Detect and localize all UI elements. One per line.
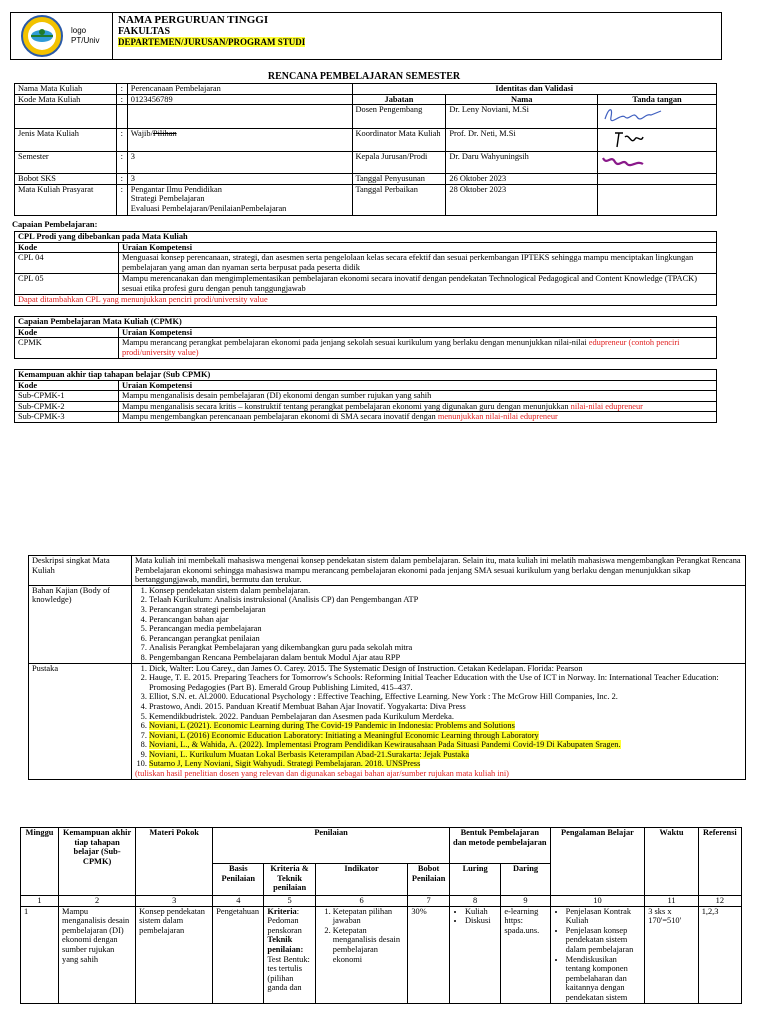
pustaka-item: 7. Noviani, L (2016) Economic Education Laboratory: Initiating a Meaningful Economic Learning through Laboratory bbox=[149, 731, 742, 741]
signature-2 bbox=[598, 128, 717, 152]
pustaka-item: 3. Elliot, S.N. et. Al.2000. Educational Psychology : Effective Teaching, Effective Learning. New York : The McGrow Hill Companies, Inc. 2. bbox=[149, 692, 742, 702]
column-number: 5 bbox=[264, 896, 315, 907]
bahan-kajian-list bbox=[132, 585, 746, 663]
col-jabatan: Jabatan bbox=[352, 94, 446, 105]
deskripsi-text: Mata kuliah ini membekali mahasiswa mengenai konsep pendekatan sistem dalam pembelajaran. Selain itu, mata kuliah ini melatih mahasiswa mengembangkan Perangkat Rencana Pembelajaran ekonomi sehingga mahasiswa mampu merancang pembelajaran ekonomi pada jenjang SMA sesuai kurikulum yang berlaku dengan menunjukkan sikap bertanggungjawab, mandiri, bermutu dan terukur. bbox=[132, 556, 746, 586]
column-number: 2 bbox=[59, 896, 136, 907]
pustaka-item: 4. Prastowo, Andi. 2015. Panduan Kreatif Membuat Bahan Ajar Inovatif. Yogyakarta: Diva Press bbox=[149, 702, 742, 712]
subcpmk-uraian: Mampu menganalisis desain pembelajaran (DI) ekonomi dengan sumber rujukan yang sahih bbox=[119, 391, 717, 402]
cell-basis: Pengetahuan bbox=[213, 906, 264, 1003]
signature-image bbox=[601, 105, 671, 125]
validation-jabatan: Tanggal Penyusunan bbox=[352, 173, 446, 184]
cpl-kode: CPL 05 bbox=[15, 274, 119, 295]
col-uraian: Uraian Kompetensi bbox=[119, 327, 717, 338]
list-item: • Penjelasan Kontrak Kuliah bbox=[566, 907, 642, 926]
pustaka-item: 6. Noviani, L (2021). Economic Learning during The Covid-19 Pandemic in Indonesia: Problems and Solutions bbox=[149, 721, 742, 731]
cell-minggu: 1 bbox=[21, 906, 59, 1003]
col-kemampuan: Kemampuan akhir tiap tahapan belajar (Sub-CPMK) bbox=[59, 828, 136, 896]
pustaka-item: 5. Kemendikbudristek. 2022. Panduan Pembelajaran dan Asesmen pada Kurikulum Merdeka. bbox=[149, 712, 742, 722]
cell-luring bbox=[449, 906, 500, 1003]
column-number-row bbox=[21, 896, 742, 907]
cpl-uraian: Mampu merencanakan dan mengimplementasikan pembelajaran ekonomi secara inovatif dengan pendekatan Technological Pedagogical and Content Knowledge (TPACK) sesuai etika profesi guru dengan penuh tanggungjawab bbox=[119, 274, 717, 295]
cell-bobot: 30% bbox=[408, 906, 450, 1003]
info-label: Bobot SKS bbox=[15, 173, 117, 184]
cpmk-kode: CPMK bbox=[15, 338, 119, 359]
institution-name: NAMA PERGURUAN TINGGI bbox=[118, 14, 269, 26]
list-item: 7. Analisis Perangkat Pembelajaran yang dikembangkan guru pada sekolah mitra bbox=[149, 643, 742, 653]
pustaka-item: 10. Sutarno J, Leny Noviani, Sigit Wahyudi. Strategi Pembelajaran. 2018. UNSPress bbox=[149, 759, 742, 769]
col-luring: Luring bbox=[449, 864, 500, 896]
course-detail-table bbox=[28, 555, 746, 780]
col-indikator: Indikator bbox=[315, 864, 408, 896]
logo-cell bbox=[11, 13, 113, 60]
capaian-label: Capaian Pembelajaran: bbox=[12, 220, 98, 229]
schedule-table bbox=[20, 827, 742, 1004]
col-uraian: Uraian Kompetensi bbox=[119, 242, 717, 253]
list-item: 2. Ketepatan menganalisis desain pembelajaran ekonomi bbox=[333, 926, 405, 964]
cell-referensi: 1,2,3 bbox=[698, 906, 741, 1003]
info-value: 3 bbox=[127, 152, 352, 174]
cell-daring: e-learning https: spada.uns. bbox=[501, 906, 550, 1003]
cpl-table bbox=[14, 231, 717, 306]
validation-jabatan: Kepala Jurusan/Prodi bbox=[352, 152, 446, 174]
column-number: 8 bbox=[449, 896, 500, 907]
cell-pengalaman bbox=[550, 906, 645, 1003]
column-number: 11 bbox=[645, 896, 698, 907]
table-row bbox=[21, 906, 742, 1003]
signature-1 bbox=[598, 105, 717, 129]
list-item: 1. Ketepatan pilihan jawaban bbox=[333, 907, 405, 926]
list-item: 6. Perancangan perangkat penilaian bbox=[149, 634, 742, 644]
list-item: 3. Perancangan strategi pembelajaran bbox=[149, 605, 742, 615]
cell-waktu: 3 sks x 170'=510' bbox=[645, 906, 698, 1003]
col-bentuk: Bentuk Pembelajaran dan metode pembelajaran bbox=[449, 828, 550, 864]
jenis-wajib: Wajib/ bbox=[130, 128, 153, 138]
signature-image bbox=[601, 152, 671, 170]
list-item: 8. Pengembangan Rencana Pembelajaran dalam bentuk Modul Ajar atau RPP bbox=[149, 653, 742, 663]
column-number: 3 bbox=[136, 896, 213, 907]
col-waktu: Waktu bbox=[645, 828, 698, 896]
cpl-uraian: Menguasai konsep perencanaan, strategi, dan asesmen serta pengelolaan kelas secara efektif dan sesuai perkembangan IPTEKS sehingga mampu menciptakan lingkungan pembelajaran yang aman dan nyaman serta berpusat pada peserta didik bbox=[119, 253, 717, 274]
prasyarat-list: Pengantar Ilmu Pendidikan Strategi Pembelajaran Evaluasi Pembelajaran/PenilaianPembelajaran bbox=[127, 184, 352, 215]
deskripsi-label: Deskripsi singkat Mata Kuliah bbox=[29, 556, 132, 586]
validation-jabatan: Tanggal Perbaikan bbox=[352, 184, 446, 215]
col-penilaian: Penilaian bbox=[213, 828, 450, 864]
list-item: 1. Konsep pendekatan sistem dalam pembelajaran. bbox=[149, 586, 742, 596]
cell-materi: Konsep pendekatan sistem dalam pembelajaran bbox=[136, 906, 213, 1003]
cell-kemampuan: Mampu menganalisis desain pembelajaran (DI) ekonomi dengan sumber rujukan yang sahih bbox=[59, 906, 136, 1003]
pustaka-item: 1. Dick, Walter: Lou Carey., dan James O. Carey. 2015. The Systematic Design of Instruction. Cetakan Kedelapan. Florida: Pearson bbox=[149, 664, 742, 674]
col-basis: Basis Penilaian bbox=[213, 864, 264, 896]
column-number: 12 bbox=[698, 896, 741, 907]
col-referensi: Referensi bbox=[698, 828, 741, 896]
list-item: 2. Telaah Kurikulum: Analisis instruksional (Analisis CP) dan Pengembangan ATP bbox=[149, 595, 742, 605]
signature-image bbox=[601, 129, 671, 149]
pustaka-item: 8. Noviani, L., & Wahida, A. (2022). Implementasi Program Pendidikan Kewirausahaan Pada Situasi Pandemi Covid-19 Di Kabupaten Sragen. bbox=[149, 740, 742, 750]
column-number: 9 bbox=[501, 896, 550, 907]
column-number: 7 bbox=[408, 896, 450, 907]
subcpmk-kode: Sub-CPMK-1 bbox=[15, 391, 119, 402]
col-kode: Kode bbox=[15, 242, 119, 253]
col-kriteria: Kriteria & Teknik penilaian bbox=[264, 864, 315, 896]
cpl-note: Dapat ditambahkan CPL yang menunjukkan penciri prodi/university value bbox=[15, 295, 717, 306]
col-bobot: Bobot Penilaian bbox=[408, 864, 450, 896]
info-value: 0123456789 bbox=[127, 94, 352, 105]
col-pengalaman: Pengalaman Belajar bbox=[550, 828, 645, 896]
department-name: DEPARTEMEN/JURUSAN/PROGRAM STUDI bbox=[118, 37, 306, 47]
column-number: 10 bbox=[550, 896, 645, 907]
col-ttd: Tanda tangan bbox=[598, 94, 717, 105]
validation-nama: Dr. Daru Wahyuningsih bbox=[446, 152, 598, 174]
signature-3 bbox=[598, 152, 717, 174]
cpmk-title: Capaian Pembelajaran Mata Kuliah (CPMK) bbox=[15, 317, 717, 328]
document-title: RENCANA PEMBELAJARAN SEMESTER bbox=[267, 71, 461, 82]
cell-kriteria: Kriteria: Pedoman penskoran Teknik penilaian: Test Bentuk: tes tertulis (pilihan ganda dan bbox=[264, 906, 315, 1003]
list-item: • Kuliah bbox=[465, 907, 497, 917]
validation-nama: 26 Oktober 2023 bbox=[446, 173, 598, 184]
subcpmk-uraian: Mampu mengembangkan perencanaan pembelajaran ekonomi di SMA secara inovatif dengan menunjukkan nilai-nilai edupreneur bbox=[119, 412, 717, 423]
pustaka-label: Pustaka bbox=[29, 663, 132, 779]
course-info-table: Nama Mata Kuliah : Perencanaan Pembelajaran Identitas dan Validasi Kode Mata Kuliah : 0123456789 Jabatan Nama Tanda tangan Dosen Pengembang Dr. Leny Noviani, M.Si Jenis Mata Kuliah : Wajib/Pilihan Koordinator Mata Kuliah Prof. Dr. Neti, M.Si Semester : 3 Kepala Jurusan/Prodi Dr. Daru Wahyuningsih Bobot SKS : 3 Tanggal Penyusunan 26 Oktober 2023 Mata Kuliah Prasyarat : Pengantar Ilmu Pendidikan Strategi Pembelajaran Evaluasi Pembelajaran/PenilaianPembelajaran Tanggal Perbaikan 28 Oktober 2023 bbox=[14, 83, 717, 216]
validation-jabatan: Koordinator Mata Kuliah bbox=[352, 128, 446, 152]
validation-nama: Prof. Dr. Neti, M.Si bbox=[446, 128, 598, 152]
subcpmk-uraian: Mampu menganalisis secara kritis – konstruktif tentang perangkat pembelajaran ekonomi yang digunakan guru dengan menunjukkan nilai-nilai edupreneur bbox=[119, 401, 717, 412]
info-value: 3 bbox=[127, 173, 352, 184]
col-uraian: Uraian Kompetensi bbox=[119, 380, 717, 391]
validation-nama: 28 Oktober 2023 bbox=[446, 184, 598, 215]
column-number: 1 bbox=[21, 896, 59, 907]
cpl-title: CPL Prodi yang dibebankan pada Mata Kuliah bbox=[15, 232, 717, 243]
col-kode: Kode bbox=[15, 327, 119, 338]
list-item: 5. Perancangan media pembelajaran bbox=[149, 624, 742, 634]
list-item: • Diskusi bbox=[465, 916, 497, 926]
subcpmk-kode: Sub-CPMK-3 bbox=[15, 412, 119, 423]
subcpmk-kode: Sub-CPMK-2 bbox=[15, 401, 119, 412]
col-kode: Kode bbox=[15, 380, 119, 391]
list-item: • Mendiskusikan tentang komponen pembelaharan dan kaitannya dengan pendekatan sistem bbox=[566, 955, 642, 1003]
cpmk-table bbox=[14, 316, 717, 359]
identity-header: Identitas dan Validasi bbox=[352, 84, 717, 95]
subcpmk-title: Kemampuan akhir tiap tahapan belajar (Sub CPMK) bbox=[15, 370, 717, 381]
column-number: 6 bbox=[315, 896, 408, 907]
logo-text: logo PT/Univ bbox=[71, 26, 100, 45]
col-materi: Materi Pokok bbox=[136, 828, 213, 896]
header-titles bbox=[113, 13, 722, 60]
info-label: Kode Mata Kuliah bbox=[15, 94, 117, 105]
cpmk-uraian: Mampu merancang perangkat pembelajaran ekonomi pada jenjang sekolah sesuai kurikulum yang berlaku dengan menunjukkan nilai-nilai edupreneur (contoh penciri prodi/university value) bbox=[119, 338, 717, 359]
jenis-pilihan: Pilihan bbox=[152, 128, 177, 138]
pustaka-item: 2. Hauge, T. E. 2015. Preparing Teachers for Tomorrow's Schools: Reforming Initial Teacher Education with the Use of ICT in Norway. In: International Teacher Education: Promosing Pedagogies (Part B). Emerald Group Publishing Limited, 415–437. bbox=[149, 673, 742, 692]
col-daring: Daring bbox=[501, 864, 550, 896]
info-label: Jenis Mata Kuliah bbox=[15, 128, 117, 152]
validation-nama: Dr. Leny Noviani, M.Si bbox=[446, 105, 598, 129]
info-label: Nama Mata Kuliah bbox=[15, 84, 117, 95]
validation-jabatan: Dosen Pengembang bbox=[352, 105, 446, 129]
info-label: Semester bbox=[15, 152, 117, 174]
col-minggu: Minggu bbox=[21, 828, 59, 896]
cell-indikator bbox=[315, 906, 408, 1003]
col-nama: Nama bbox=[446, 94, 598, 105]
header-table bbox=[10, 12, 722, 60]
pustaka-item: 9. Noviani, L. Kurikulum Muatan Lokal Berbasis Keterampilan Abad-21.Surakarta: Jejak Pustaka bbox=[149, 750, 742, 760]
cpl-kode: CPL 04 bbox=[15, 253, 119, 274]
university-logo-icon bbox=[17, 14, 67, 58]
column-number: 4 bbox=[213, 896, 264, 907]
list-item: 4. Perancangan bahan ajar bbox=[149, 615, 742, 625]
faculty-name: FAKULTAS bbox=[118, 26, 171, 37]
subcpmk-table bbox=[14, 369, 717, 423]
info-value: Perencanaan Pembelajaran bbox=[127, 84, 352, 95]
pustaka-list bbox=[132, 663, 746, 779]
list-item: • Penjelasan konsep pendekatan sistem dalam pembelajaran bbox=[566, 926, 642, 955]
bahan-kajian-label: Bahan Kajian (Body of knowledge) bbox=[29, 585, 132, 663]
info-label: Mata Kuliah Prasyarat bbox=[15, 184, 117, 215]
pustaka-note: (tuliskan hasil penelitian dosen yang relevan dan digunakan sebagai bahan ajar/sumber rujukan mata kuliah ini) bbox=[135, 769, 509, 779]
